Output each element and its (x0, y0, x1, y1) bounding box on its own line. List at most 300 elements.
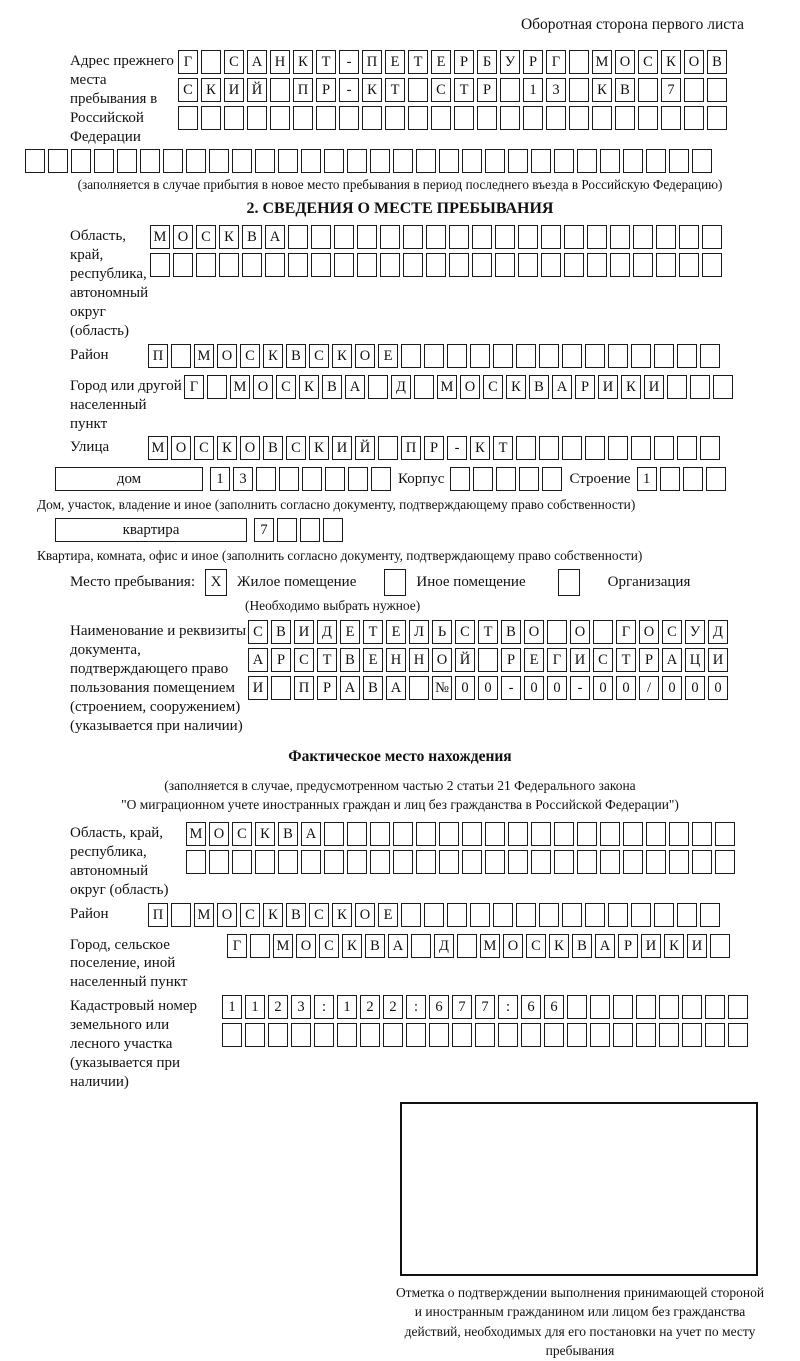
char-cell (255, 149, 275, 173)
char-cell (478, 648, 498, 672)
char-cell (562, 344, 582, 368)
char-row (186, 822, 738, 848)
char-cell: Т (363, 620, 383, 644)
char-cell (209, 149, 229, 173)
char-cell: А (248, 648, 268, 672)
char-cell (600, 850, 620, 874)
char-cell (348, 467, 368, 491)
char-cell: А (340, 676, 360, 700)
char-cell (439, 149, 459, 173)
char-cell: И (641, 934, 661, 958)
char-cell: Р (271, 648, 291, 672)
char-cell: Е (363, 648, 383, 672)
char-cell (117, 149, 137, 173)
char-cell: Т (616, 648, 636, 672)
char-cell (450, 467, 470, 491)
char-cell (567, 995, 587, 1019)
char-cell: 2 (383, 995, 403, 1019)
char-cell (470, 903, 490, 927)
char-cell (278, 850, 298, 874)
char-cell: А (552, 375, 572, 399)
char-cell (554, 149, 574, 173)
char-cell: С (276, 375, 296, 399)
char-cell (623, 822, 643, 846)
char-cell: И (687, 934, 707, 958)
char-cell: С (196, 225, 216, 249)
char-cell (541, 253, 561, 277)
char-cell (380, 225, 400, 249)
char-cell: 0 (455, 676, 475, 700)
char-cell: И (708, 648, 728, 672)
char-cell: К (621, 375, 641, 399)
char-cell (677, 903, 697, 927)
city-label: Город или другой населенный пункт (70, 377, 182, 432)
region-cells (150, 225, 725, 281)
char-cell (646, 822, 666, 846)
char-cell: О (639, 620, 659, 644)
char-cell (669, 149, 689, 173)
char-cell (301, 149, 321, 173)
char-cell (523, 106, 543, 130)
char-cell: В (707, 50, 727, 74)
char-row (227, 934, 733, 960)
char-cell (531, 149, 551, 173)
char-cell: И (224, 78, 244, 102)
stamp-area-box (400, 1102, 758, 1276)
char-cell: А (595, 934, 615, 958)
char-cell (426, 253, 446, 277)
field-apartment (0, 518, 800, 546)
field-street (0, 436, 800, 464)
char-row (248, 648, 731, 674)
char-cell: К (332, 344, 352, 368)
char-cell (613, 995, 633, 1019)
char-cell (661, 106, 681, 130)
char-cell (569, 106, 589, 130)
char-cell (311, 225, 331, 249)
char-cell (705, 995, 725, 1019)
char-cell (416, 149, 436, 173)
region-label: Область, край, республика, автономный округ (область) (70, 228, 149, 339)
char-cell (631, 903, 651, 927)
char-cell (706, 467, 726, 491)
char-row (150, 253, 725, 279)
char-cell: Д (391, 375, 411, 399)
char-cell (608, 903, 628, 927)
char-cell (311, 253, 331, 277)
char-cell (608, 344, 628, 368)
char-cell (409, 676, 429, 700)
char-cell: Р (618, 934, 638, 958)
char-cell: С (662, 620, 682, 644)
char-cell (593, 620, 613, 644)
char-cell: С (232, 822, 252, 846)
char-row (178, 78, 730, 104)
char-row (148, 344, 723, 370)
char-cell: И (248, 676, 268, 700)
field-actual-district (0, 903, 800, 931)
char-cell: Д (708, 620, 728, 644)
char-cell (569, 50, 589, 74)
char-cell: К (342, 934, 362, 958)
char-cell: Г (616, 620, 636, 644)
char-cell (715, 850, 735, 874)
char-cell: Е (385, 50, 405, 74)
stamp-caption: Отметка о подтверждении выполнения принимающей стороной и иностранным гражданином или лицом без гражданства действий, необходимых для его постановки на учет по месту пребывания (395, 1284, 765, 1359)
char-cell: 1 (637, 467, 657, 491)
char-row (184, 375, 736, 401)
char-cell: М (148, 436, 168, 460)
char-cell: О (460, 375, 480, 399)
char-row (637, 467, 729, 493)
char-cell: Т (385, 78, 405, 102)
char-cell (140, 149, 160, 173)
stay-type-label: Место пребывания: (70, 574, 195, 591)
char-cell: Р (424, 436, 444, 460)
char-cell: О (217, 903, 237, 927)
char-cell (705, 1023, 725, 1047)
char-cell: Г (178, 50, 198, 74)
char-cell: : (406, 995, 426, 1019)
char-cell (516, 436, 536, 460)
char-cell (334, 225, 354, 249)
char-cell (638, 78, 658, 102)
char-cell: П (148, 344, 168, 368)
char-cell (370, 850, 390, 874)
char-cell (370, 822, 390, 846)
char-cell (677, 436, 697, 460)
char-cell (541, 225, 561, 249)
char-cell (300, 518, 320, 542)
char-cell (682, 1023, 702, 1047)
char-cell: М (150, 225, 170, 249)
field-cadastral (0, 995, 800, 1091)
char-cell: К (332, 903, 352, 927)
char-cell: С (286, 436, 306, 460)
char-cell (424, 903, 444, 927)
char-cell (592, 106, 612, 130)
char-cell (163, 149, 183, 173)
field-prev-address (0, 50, 800, 146)
char-cell (314, 1023, 334, 1047)
char-cell (271, 676, 291, 700)
char-cell: В (278, 822, 298, 846)
cadastral-cells (222, 995, 751, 1051)
char-cell: В (322, 375, 342, 399)
char-cell: 7 (452, 995, 472, 1019)
char-cell: О (355, 903, 375, 927)
char-cell: П (293, 78, 313, 102)
char-cell (554, 850, 574, 874)
char-cell (562, 436, 582, 460)
char-cell: 7 (475, 995, 495, 1019)
char-cell: Р (501, 648, 521, 672)
char-cell (477, 106, 497, 130)
char-cell (587, 253, 607, 277)
char-cell: М (186, 822, 206, 846)
char-cell (385, 106, 405, 130)
char-cell (485, 822, 505, 846)
char-cell: В (615, 78, 635, 102)
char-cell (646, 149, 666, 173)
char-cell (654, 436, 674, 460)
char-cell: К (217, 436, 237, 460)
char-cell: В (501, 620, 521, 644)
char-cell (403, 225, 423, 249)
prev-address-label: Адрес прежнего места пребывания в Российской Федерации (70, 53, 174, 145)
char-cell (256, 467, 276, 491)
char-cell (585, 344, 605, 368)
char-cell (600, 149, 620, 173)
char-cell (472, 253, 492, 277)
char-cell (302, 467, 322, 491)
char-cell (426, 225, 446, 249)
char-cell: Е (524, 648, 544, 672)
char-cell (633, 253, 653, 277)
char-cell: С (194, 436, 214, 460)
char-cell (277, 518, 297, 542)
char-cell (462, 149, 482, 173)
char-cell: С (309, 903, 329, 927)
char-cell (293, 106, 313, 130)
char-cell (371, 467, 391, 491)
char-cell (690, 375, 710, 399)
char-cell (518, 253, 538, 277)
house-type-box: дом (55, 467, 203, 491)
char-cell (171, 344, 191, 368)
char-cell (288, 225, 308, 249)
char-cell (250, 934, 270, 958)
char-cell: В (242, 225, 262, 249)
char-row (248, 620, 731, 646)
char-cell (393, 149, 413, 173)
char-cell (439, 822, 459, 846)
char-cell: 3 (291, 995, 311, 1019)
char-cell: К (299, 375, 319, 399)
char-cell: 6 (429, 995, 449, 1019)
char-cell (516, 344, 536, 368)
char-cell: В (363, 676, 383, 700)
char-cell: С (526, 934, 546, 958)
char-cell: № (432, 676, 452, 700)
char-cell (638, 106, 658, 130)
char-cell (357, 225, 377, 249)
char-cell (370, 149, 390, 173)
char-cell: - (339, 78, 359, 102)
field-house (0, 467, 800, 495)
char-cell (416, 822, 436, 846)
char-cell (360, 1023, 380, 1047)
section2-title: 2. СВЕДЕНИЯ О МЕСТЕ ПРЕБЫВАНИЯ (246, 200, 554, 218)
char-cell: 7 (661, 78, 681, 102)
char-cell: Т (493, 436, 513, 460)
char-cell: Т (317, 648, 337, 672)
char-cell: О (173, 225, 193, 249)
char-cell (462, 822, 482, 846)
char-cell: М (194, 344, 214, 368)
char-cell (679, 225, 699, 249)
char-cell (429, 1023, 449, 1047)
char-cell (660, 467, 680, 491)
char-cell (702, 225, 722, 249)
char-cell (590, 1023, 610, 1047)
char-cell: И (294, 620, 314, 644)
char-cell (654, 903, 674, 927)
char-cell: Ц (685, 648, 705, 672)
char-cell: А (247, 50, 267, 74)
field-region (0, 225, 800, 340)
actual-district-label: Район (70, 905, 109, 922)
char-cell: Р (575, 375, 595, 399)
char-cell: Е (378, 344, 398, 368)
checkbox-residential-checked: X (205, 569, 227, 596)
char-cell (508, 850, 528, 874)
char-cell (408, 106, 428, 130)
char-cell (615, 106, 635, 130)
char-cell: 2 (268, 995, 288, 1019)
char-cell (702, 253, 722, 277)
option-organization-label: Организация (607, 574, 691, 591)
char-cell (416, 850, 436, 874)
char-row (178, 50, 730, 76)
char-cell: 3 (233, 467, 253, 491)
char-cell (495, 225, 515, 249)
char-row (248, 676, 731, 702)
char-cell: 0 (685, 676, 705, 700)
char-cell (518, 225, 538, 249)
char-cell (209, 850, 229, 874)
char-cell (485, 149, 505, 173)
char-cell (508, 149, 528, 173)
char-cell: С (638, 50, 658, 74)
checkbox-organization (558, 569, 580, 596)
char-cell (692, 822, 712, 846)
char-cell (357, 253, 377, 277)
char-cell (201, 50, 221, 74)
char-cell: М (480, 934, 500, 958)
char-cell: Р (523, 50, 543, 74)
char-cell (324, 149, 344, 173)
char-cell (610, 225, 630, 249)
char-cell (401, 903, 421, 927)
char-row (210, 467, 394, 493)
char-cell (457, 934, 477, 958)
char-cell: О (570, 620, 590, 644)
char-cell (585, 436, 605, 460)
char-cell (362, 106, 382, 130)
char-cell (659, 1023, 679, 1047)
char-cell: К (263, 344, 283, 368)
char-cell: К (506, 375, 526, 399)
char-cell: О (684, 50, 704, 74)
char-cell: Й (247, 78, 267, 102)
field-stay-type (0, 569, 800, 596)
char-cell (265, 253, 285, 277)
char-row (148, 903, 723, 929)
char-cell (539, 903, 559, 927)
char-cell: О (296, 934, 316, 958)
char-cell (447, 903, 467, 927)
char-cell (707, 78, 727, 102)
char-row (178, 106, 730, 132)
char-cell (485, 850, 505, 874)
char-cell: К (309, 436, 329, 460)
char-cell (564, 225, 584, 249)
char-cell: - (501, 676, 521, 700)
char-cell: Й (355, 436, 375, 460)
char-cell (636, 1023, 656, 1047)
char-cell (542, 467, 562, 491)
char-cell (495, 253, 515, 277)
char-cell (684, 78, 704, 102)
char-cell: 0 (547, 676, 567, 700)
char-cell (380, 253, 400, 277)
char-cell: Ь (432, 620, 452, 644)
char-cell (347, 850, 367, 874)
apartment-type-box: квартира (55, 518, 247, 542)
char-cell: Т (478, 620, 498, 644)
actual-city-label: Город, сельское поселение, иной населенный пункт (70, 936, 188, 991)
page-header-note: Оборотная сторона первого листа (520, 16, 744, 33)
char-cell (631, 436, 651, 460)
char-cell (171, 903, 191, 927)
char-row (222, 995, 751, 1021)
char-cell: О (524, 620, 544, 644)
char-cell (316, 106, 336, 130)
char-cell: К (470, 436, 490, 460)
char-row-full-width (0, 149, 800, 175)
stroenie-label: Строение (569, 471, 631, 488)
char-cell (288, 253, 308, 277)
char-cell: Д (434, 934, 454, 958)
char-cell (608, 436, 628, 460)
char-cell: Й (455, 648, 475, 672)
prev-address-cells (178, 50, 730, 134)
char-cell (700, 903, 720, 927)
char-cell: 3 (546, 78, 566, 102)
char-cell: Е (431, 50, 451, 74)
char-cell (713, 375, 733, 399)
char-cell (242, 253, 262, 277)
char-cell (393, 822, 413, 846)
char-cell: Е (386, 620, 406, 644)
char-cell: В (340, 648, 360, 672)
char-cell: 6 (521, 995, 541, 1019)
char-cell (393, 850, 413, 874)
char-cell (539, 344, 559, 368)
char-cell: 0 (593, 676, 613, 700)
char-cell: С (240, 903, 260, 927)
char-cell: П (362, 50, 382, 74)
cadastral-label: Кадастровый номер земельного или лесного участка (указывается при наличии) (70, 998, 197, 1090)
char-cell (447, 344, 467, 368)
char-cell: 0 (708, 676, 728, 700)
char-cell (498, 1023, 518, 1047)
char-cell: С (309, 344, 329, 368)
char-cell (279, 467, 299, 491)
char-cell: М (194, 903, 214, 927)
char-cell: 0 (478, 676, 498, 700)
char-cell: Г (547, 648, 567, 672)
char-cell: : (498, 995, 518, 1019)
char-cell: - (447, 436, 467, 460)
char-cell (547, 620, 567, 644)
char-cell: Е (340, 620, 360, 644)
char-cell (403, 253, 423, 277)
char-cell: 2 (360, 995, 380, 1019)
char-cell (610, 253, 630, 277)
char-cell: С (483, 375, 503, 399)
